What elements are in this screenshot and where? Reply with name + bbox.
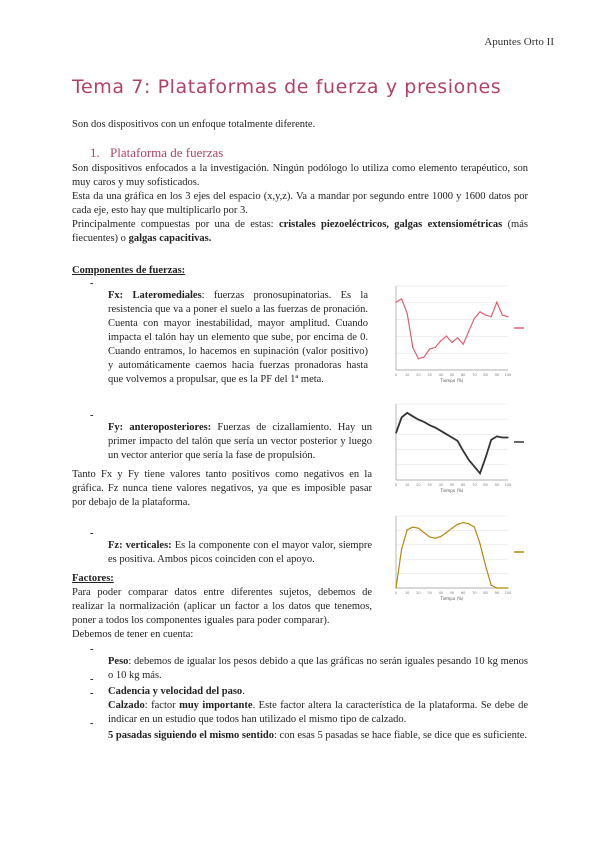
data-point (412, 526, 413, 527)
data-point (485, 314, 486, 315)
data-point (418, 358, 419, 359)
x-tick-label: 0 (394, 591, 398, 595)
intro-paragraph: Son dos dispositivos con un enfoque totalmente diferente. (72, 119, 316, 130)
data-point (491, 585, 492, 586)
data-point (440, 340, 441, 341)
series-line (396, 523, 508, 588)
x-tick-label: 100 (504, 591, 512, 595)
componentes-heading: Componentes de fuerzas: (72, 265, 186, 276)
x-tick-label: 10 (404, 591, 410, 595)
factor-bold: Cadencia y velocidad del paso (108, 685, 243, 697)
bullet-dash: - (90, 688, 94, 699)
data-point (463, 450, 464, 451)
x-tick-label: 10 (404, 373, 410, 377)
x-tick-label: 50 (449, 373, 455, 377)
factor-item-cadencia (108, 685, 528, 699)
data-point (401, 549, 402, 550)
data-point (507, 437, 508, 438)
factor-bold: Calzado (108, 699, 145, 711)
data-point (496, 436, 497, 437)
data-point (407, 412, 408, 413)
data-point (395, 432, 396, 433)
x-tick-label: 30 (427, 591, 432, 595)
data-point (423, 532, 424, 533)
factor-bold: 5 pasadas siguiendo el mismo sentido (108, 729, 274, 741)
x-tick-label: 100 (504, 483, 512, 487)
data-point (457, 524, 458, 525)
para3-bold-b: cristales piezoeléctricos, galgas extensiométricas (278, 219, 503, 230)
data-point (401, 417, 402, 418)
data-point (395, 302, 396, 303)
data-point (435, 347, 436, 348)
data-point (502, 314, 503, 315)
data-point (418, 419, 419, 420)
factor-text-2: . Este factor altera la característica de la plataforma. Se debe de indicar en un estudio que todos han utilizado el mismo tipo de calzado. (108, 699, 528, 725)
data-point (463, 344, 464, 345)
x-tick-label: 50 (449, 483, 455, 487)
data-point (446, 434, 447, 435)
bullet-dash: - (90, 410, 94, 421)
fx-text: : fuerzas pronosupinatorias. Es la resistencia que va a poner el suelo a las fuerzas de pronación. Cuenta con mayor inestabilidad, mayor amplitud. Cuando impacta el talón hay un elemento que sube, por encima de 0. Cuando entramos, lo hacemos en supinación (valor positivo) y automáticamente caemos hacia fuerzas pronadoras hasta que volvemos a propulsar, que es la PF del 1ª meta. (108, 289, 369, 385)
chart-fy (380, 398, 530, 498)
data-point (457, 440, 458, 441)
section1-para2: Esta da una gráfica en los 3 ejes del espacio (x,y,z). Va a mandar por segundo entre 1000 y 1600 datos por cada eje, esto hay que multiplicarlo por 3. (72, 191, 528, 216)
data-point (446, 532, 447, 533)
series-line (396, 299, 508, 359)
data-point (423, 421, 424, 422)
x-tick-label: 40 (438, 483, 444, 487)
x-tick-label: 80 (483, 591, 488, 595)
x-axis-label: Tiempo (%) (440, 488, 464, 493)
factor-item-peso (108, 655, 528, 683)
data-point (395, 587, 396, 588)
data-point (502, 587, 503, 588)
factor-item-pasadas (108, 729, 528, 743)
fy-label: Fy: anteroposteriores: (108, 421, 212, 433)
data-point (479, 311, 480, 312)
x-tick-label: 80 (483, 373, 488, 377)
x-tick-label: 20 (416, 591, 421, 595)
data-point (474, 466, 475, 467)
bullet-fx (108, 289, 368, 387)
x-tick-label: 90 (494, 591, 500, 595)
bullet-dash: - (90, 674, 94, 685)
bullet-dash: - (90, 718, 94, 729)
data-point (496, 302, 497, 303)
data-point (491, 439, 492, 440)
x-tick-label: 10 (404, 483, 410, 487)
data-point (474, 526, 475, 527)
factor-bold-2: muy importante (179, 699, 253, 711)
data-point (485, 565, 486, 566)
data-point (491, 316, 492, 317)
x-tick-label: 90 (494, 483, 500, 487)
chart-fz-svg (380, 510, 530, 606)
data-point (468, 331, 469, 332)
data-point (468, 459, 469, 460)
data-point (423, 356, 424, 357)
data-point (479, 473, 480, 474)
data-point (412, 347, 413, 348)
fz-text: Es la componente con el mayor valor, siempre es positiva. Ambos picos coinciden con el apoyo. (108, 539, 372, 565)
x-tick-label: 50 (449, 591, 455, 595)
data-point (440, 430, 441, 431)
data-point (507, 587, 508, 588)
chart-fx (380, 280, 530, 388)
x-tick-label: 70 (472, 591, 477, 595)
series-line (396, 413, 508, 473)
data-point (407, 313, 408, 314)
x-tick-label: 100 (504, 373, 512, 377)
data-point (485, 457, 486, 458)
factor-item-calzado (108, 699, 528, 727)
page-title: Tema 7: Plataformas de fuerza y presiones (72, 76, 502, 98)
x-tick-label: 70 (472, 373, 477, 377)
factor-text: : factor (144, 699, 180, 711)
data-point (457, 337, 458, 338)
data-point (474, 318, 475, 319)
data-point (507, 316, 508, 317)
fz-label: Fz: verticales: (108, 539, 172, 551)
data-point (451, 437, 452, 438)
chart-fz (380, 510, 530, 606)
x-tick-label: 20 (416, 373, 421, 377)
section-title: Plataforma de fuerzas (110, 145, 224, 160)
factores-lead: Debemos de tener en cuenta: (72, 629, 194, 640)
section1-para3 (72, 218, 528, 246)
para3-text-a: Principalmente compuestas por una de estas: (72, 219, 279, 230)
x-tick-label: 0 (394, 373, 398, 377)
x-tick-label: 70 (472, 483, 477, 487)
data-point (468, 523, 469, 524)
factor-bold: Peso (108, 655, 129, 667)
data-point (451, 342, 452, 343)
factores-heading: Factores: (72, 573, 114, 584)
x-tick-label: 60 (460, 483, 466, 487)
bullet-fz (108, 539, 372, 567)
data-point (418, 528, 419, 529)
x-tick-label: 80 (483, 483, 488, 487)
para3-bold-d: galgas capacitivas. (128, 233, 212, 244)
data-point (496, 587, 497, 588)
x-axis-label: Tiempo (%) (440, 378, 464, 383)
bullet-fy (108, 421, 372, 463)
x-axis-label: Tiempo (%) (440, 596, 464, 601)
data-point (429, 425, 430, 426)
running-header: Apuntes Orto II (484, 36, 554, 48)
data-point (401, 298, 402, 299)
bullet-dash: - (90, 278, 94, 289)
bullet-dash: - (90, 644, 94, 655)
factores-paragraph: Para poder comparar datos entre diferentes sujetos, debemos de realizar la normalización (aplicar un factor a los datos que tenemos, poner a todos los componentes iguales para poder comparar). (72, 587, 372, 626)
data-point (435, 538, 436, 539)
chart-fx-svg (380, 280, 530, 388)
data-point (429, 536, 430, 537)
bullet-dash: - (90, 528, 94, 539)
data-point (435, 427, 436, 428)
data-point (502, 437, 503, 438)
data-point (479, 543, 480, 544)
x-tick-label: 30 (427, 373, 432, 377)
x-tick-label: 0 (394, 483, 398, 487)
fy-text: Fuerzas de cizallamiento. Hay un primer impacto del talón que sería un vector posterior y luego un vector anterior que sería la fase de propulsión. (108, 421, 372, 461)
x-tick-label: 40 (438, 591, 444, 595)
section1-para1: Son dispositivos enfocados a la investigación. Ningún podólogo lo utiliza como elemento terapéutico, son muy caros y muy sofisticados. (72, 163, 528, 188)
x-tick-label: 60 (460, 591, 466, 595)
para3-text-c: (más fiecuentes) o (72, 219, 528, 244)
x-tick-label: 90 (494, 373, 500, 377)
data-point (407, 529, 408, 530)
data-point (463, 522, 464, 523)
section-number: 1. (90, 145, 100, 160)
data-point (451, 528, 452, 529)
data-point (446, 335, 447, 336)
factor-text: : debemos de igualar los pesos debido a que las gráficas no serán iguales pesando 10 kg menos o 10 kg más. (108, 655, 528, 681)
factor-text: : con esas 5 pasadas se hace fiable, se dice que es suficiente. (274, 729, 528, 741)
data-point (412, 416, 413, 417)
x-tick-label: 30 (427, 483, 432, 487)
x-tick-label: 40 (438, 373, 444, 377)
data-point (440, 536, 441, 537)
x-tick-label: 20 (416, 483, 421, 487)
section-heading-plataforma (90, 145, 223, 161)
x-tick-label: 60 (460, 373, 466, 377)
factor-text: . (242, 685, 245, 697)
data-point (429, 348, 430, 349)
chart-fy-svg (380, 398, 530, 498)
fx-label: Fx: Lateromediales (108, 289, 202, 301)
components-middle-paragraph: Tanto Fx y Fy tiene valores tanto positivos como negativos en la gráfica. Fz nunca tiene valores negativos, ya que es imposible pasar por debajo de la plataforma. (72, 469, 372, 508)
